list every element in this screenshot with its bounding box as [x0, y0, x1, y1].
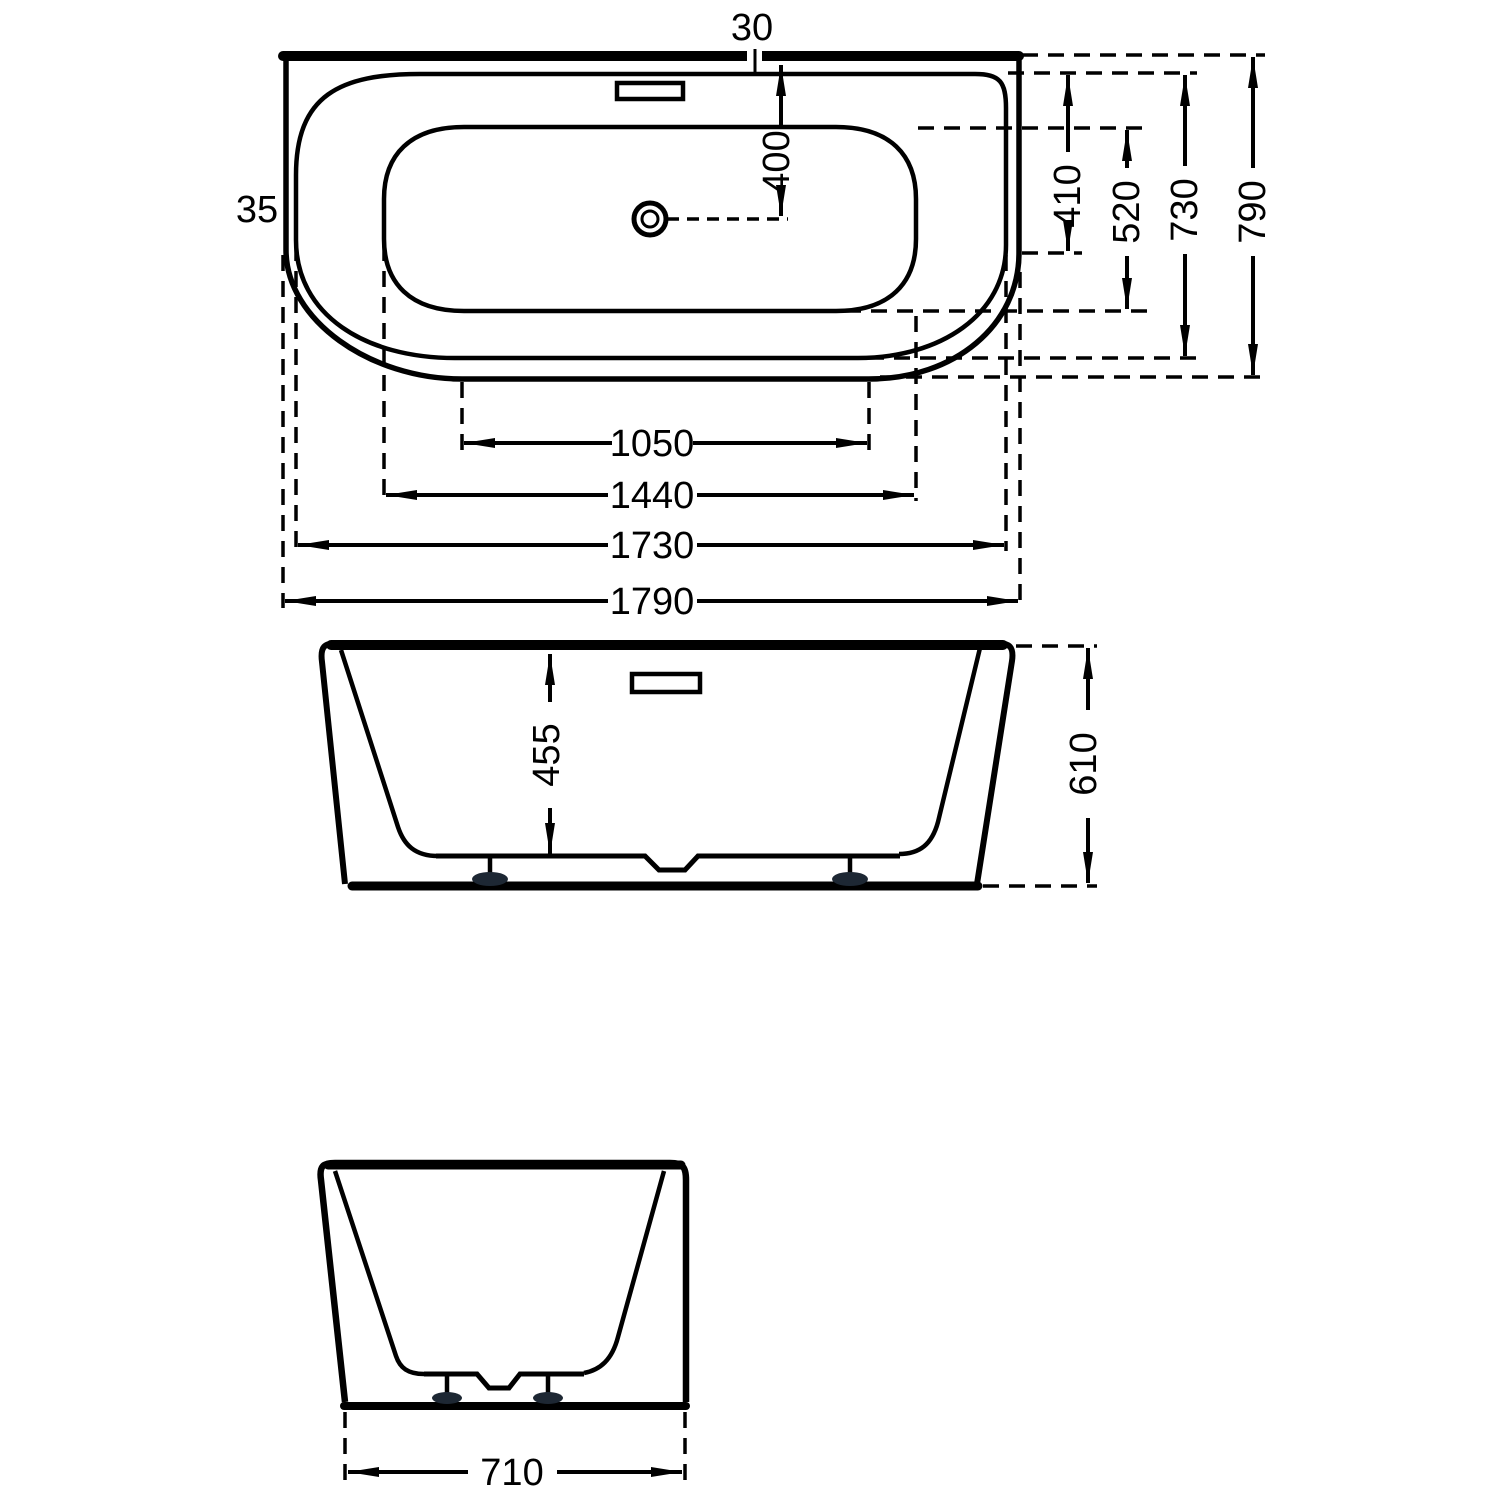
dim-1440-label: 1440	[609, 475, 695, 517]
front-inner-left-wall	[341, 650, 438, 856]
dim-610-label: 610	[1063, 732, 1105, 796]
dim-455-label: 455	[526, 723, 568, 787]
side-inner-left-wall	[335, 1171, 424, 1374]
front-left-foot-icon	[472, 858, 508, 886]
dim-710	[348, 1452, 682, 1494]
dim-1440	[386, 475, 914, 517]
front-inner-right-wall	[899, 648, 980, 854]
dim-410-label: 410	[1047, 164, 1089, 228]
front-right-foot-icon	[832, 858, 868, 886]
dim-1730	[298, 525, 1004, 567]
side-inner-right-wall	[584, 1171, 664, 1373]
side-left-foot-icon	[432, 1375, 462, 1404]
dim-730-label: 730	[1164, 178, 1206, 242]
dim-400	[756, 65, 798, 216]
dim-1730-label: 1730	[609, 525, 695, 567]
front-overflow-icon	[632, 674, 700, 692]
dim-455	[526, 654, 568, 854]
dim-1790	[285, 581, 1018, 623]
dim-610	[1063, 648, 1105, 883]
dim-790-label: 790	[1232, 180, 1274, 244]
dim-1790-label: 1790	[609, 581, 695, 623]
side-right-foot-icon	[533, 1375, 563, 1404]
dim-520	[1106, 130, 1148, 309]
dim-730	[1164, 75, 1206, 356]
dim-790	[1232, 57, 1274, 375]
dim-710-label: 710	[480, 1452, 544, 1494]
side-view	[321, 1163, 686, 1494]
drain-icon	[634, 203, 666, 235]
dim-520-label: 520	[1106, 180, 1148, 244]
front-outer-outline	[322, 643, 1013, 884]
top-view	[236, 7, 1274, 623]
overflow-icon	[617, 83, 683, 99]
dim-400-label: 400	[756, 130, 798, 194]
front-floor-line	[436, 856, 900, 870]
dim-1050-label: 1050	[609, 423, 695, 465]
tub-rim-line	[296, 74, 1006, 358]
dim-30-label: 30	[730, 7, 774, 49]
dim-35-label: 35	[235, 189, 279, 231]
front-view	[322, 643, 1105, 886]
dim-410	[1047, 75, 1089, 251]
tub-outer-outline	[286, 57, 1019, 379]
dim-1050	[464, 423, 867, 465]
tub-basin-line	[384, 127, 916, 311]
